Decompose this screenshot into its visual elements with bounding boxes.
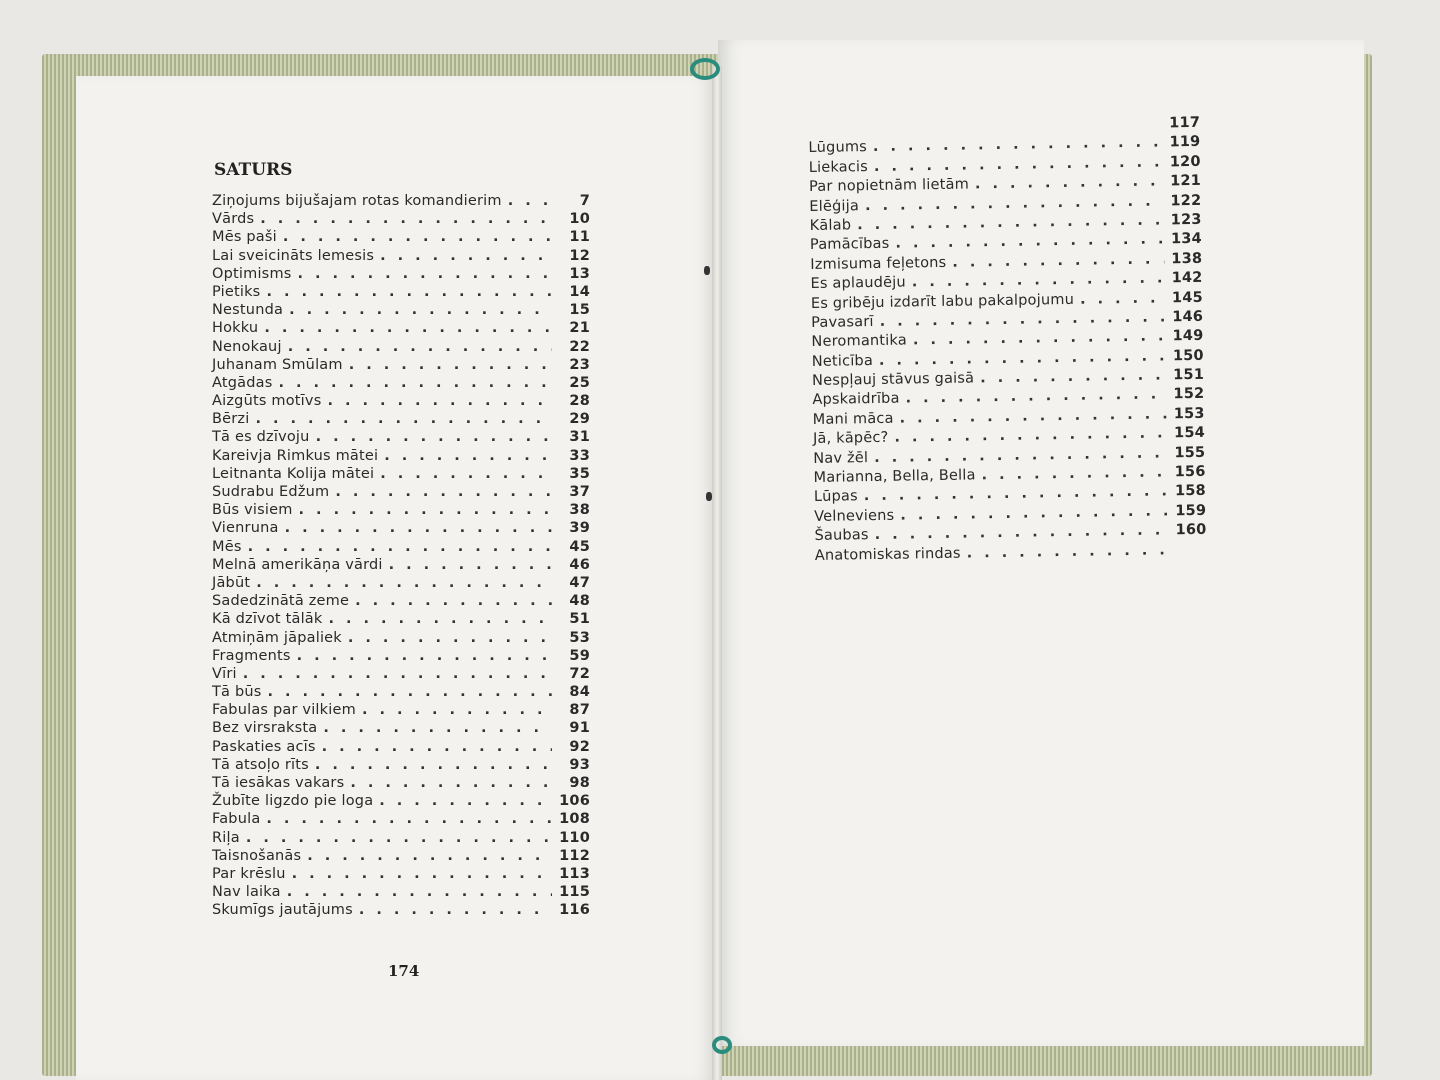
toc-entry-page: 28	[569, 393, 590, 410]
dot-leader	[264, 319, 552, 337]
toc-entry-title: Riļa	[212, 829, 240, 846]
dot-leader	[299, 501, 552, 519]
toc-entry-page: 151	[1173, 366, 1205, 384]
toc-entry-title: Melnā amerikāņa vārdi	[212, 556, 383, 573]
dot-leader	[246, 829, 552, 847]
ink-mark	[706, 492, 712, 501]
toc-entry-title: Ziņojums bijušajam rotas komandierim	[212, 193, 502, 209]
dot-leader	[283, 228, 552, 246]
toc-entry	[212, 356, 590, 374]
toc-entry-title: Liekacis	[808, 158, 869, 176]
toc-entry-title: Mani māca	[812, 410, 894, 428]
toc-entry	[212, 265, 590, 283]
toc-entry-page: 46	[569, 556, 590, 573]
toc-entry	[212, 829, 590, 847]
toc-entry-page: 53	[569, 629, 590, 646]
toc-entry-page: 33	[569, 447, 590, 464]
toc-entry-page: 15	[569, 302, 590, 319]
toc-entry-page: 119	[1169, 134, 1201, 151]
toc-entry	[212, 483, 590, 501]
toc-entry-title: Nav laika	[212, 884, 281, 901]
toc-entry	[212, 319, 590, 337]
toc-entry	[212, 701, 590, 719]
toc-entry-page: 149	[1172, 328, 1204, 345]
toc-entry-page: 117	[1169, 114, 1201, 132]
toc-entry-page	[1169, 553, 1207, 554]
dot-leader	[379, 792, 552, 810]
toc-entry-page: 138	[1171, 250, 1203, 268]
toc-entry-page: 145	[1171, 289, 1203, 306]
dot-leader	[1080, 289, 1165, 310]
toc-entry-title: Fabula	[212, 811, 261, 828]
toc-entry-page: 39	[569, 520, 590, 537]
toc-entry-page: 116	[559, 902, 590, 919]
toc-entry-title: Es gribēju izdarīt labu pakalpojumu	[810, 291, 1075, 312]
toc-entry-title: Jābūt	[212, 574, 251, 591]
dot-leader	[355, 592, 552, 610]
dot-leader	[359, 901, 552, 919]
dot-leader	[255, 410, 552, 428]
dot-leader	[323, 719, 552, 737]
toc-entry-title: Hokku	[212, 320, 259, 337]
toc-entry	[212, 610, 590, 628]
toc-list-left	[212, 192, 590, 920]
ink-mark	[704, 266, 710, 275]
toc-entry-page: 23	[569, 356, 590, 373]
toc-entry-title: Mēs	[212, 538, 242, 555]
toc-entry-title: Fragments	[212, 647, 291, 664]
toc-entry-page: 134	[1170, 231, 1203, 248]
dot-leader	[508, 192, 552, 210]
dot-leader	[316, 428, 552, 446]
dot-leader	[256, 574, 552, 592]
dot-leader	[389, 556, 552, 574]
dot-leader	[288, 338, 552, 356]
dot-leader	[285, 519, 552, 537]
toc-entry-page: 106	[559, 793, 590, 810]
toc-entry	[212, 756, 590, 774]
toc-entry	[212, 847, 590, 865]
toc-entry-page: 122	[1170, 192, 1202, 209]
toc-entry-page: 115	[559, 884, 590, 901]
toc-entry-title: Marianna, Bella, Bella	[813, 467, 976, 486]
toc-entry-title: Atmiņām jāpaliek	[212, 629, 342, 646]
toc-entry-title: Tā atsoļo rīts	[212, 756, 309, 773]
dot-leader	[298, 265, 552, 283]
toc-entry-page: 123	[1170, 211, 1202, 229]
toc-entry-title: Tā es dzīvoju	[212, 429, 310, 446]
dot-leader	[315, 756, 552, 774]
page-number: 174	[388, 962, 420, 980]
toc-entry-title: Pavasarī	[811, 313, 874, 331]
toc-entry-page: 11	[569, 229, 590, 246]
toc-entry	[212, 647, 590, 665]
toc-entry-page: 108	[559, 811, 590, 828]
toc-entry	[212, 392, 590, 410]
toc-entry	[212, 428, 590, 446]
toc-entry	[212, 865, 590, 883]
toc-entry	[212, 447, 590, 465]
toc-entry-title: Vīri	[212, 665, 237, 682]
toc-entry-title: Izmisuma feļetons	[810, 254, 947, 273]
toc-entry-title: Anatomiskas rindas	[814, 545, 961, 564]
toc-entry-page: 31	[569, 429, 590, 446]
toc-entry-title: Kālab	[809, 217, 852, 234]
toc-entry-page: 37	[569, 484, 590, 500]
toc-entry-page: 13	[569, 265, 590, 282]
dot-leader	[266, 810, 552, 828]
dot-leader	[348, 629, 552, 647]
dot-leader	[384, 447, 552, 465]
toc-entry-title: Bērzi	[212, 411, 250, 428]
toc-entry-page: 91	[569, 720, 590, 737]
toc-entry-title: Būs visiem	[212, 502, 293, 519]
toc-entry-title: Vārds	[212, 211, 255, 228]
toc-entry	[212, 792, 590, 810]
toc-entry-page: 47	[569, 574, 590, 591]
dot-leader	[380, 247, 552, 265]
toc-entry	[212, 901, 590, 919]
toc-entry-title: Kareivja Rimkus mātei	[212, 447, 379, 464]
toc-entry-page: 159	[1175, 502, 1207, 520]
toc-entry-title: Nav žēl	[813, 449, 869, 467]
toc-entry-title: Optimisms	[212, 265, 292, 282]
toc-entry-page: 35	[569, 465, 590, 482]
toc-entry-page: 155	[1174, 444, 1206, 461]
toc-entry-title: Velneviens	[814, 507, 895, 525]
toc-entry-page: 158	[1174, 483, 1207, 500]
toc-entry	[212, 629, 590, 647]
toc-entry-title: Tā būs	[212, 684, 262, 701]
toc-entry-page: 153	[1173, 405, 1205, 423]
dot-leader	[349, 356, 552, 374]
toc-entry	[212, 738, 590, 756]
toc-entry	[212, 556, 590, 574]
toc-entry-page: 22	[569, 338, 590, 355]
dot-leader	[307, 847, 552, 865]
toc-entry-page: 146	[1172, 308, 1204, 326]
dot-leader	[967, 541, 1169, 564]
toc-entry	[212, 519, 590, 537]
toc-entry	[212, 192, 590, 210]
toc-entry	[212, 301, 590, 319]
toc-entry-title: Lūgums	[808, 139, 868, 157]
toc-entry-title: Taisnošanās	[212, 847, 302, 864]
toc-entry-title: Kā dzīvot tālāk	[212, 611, 323, 628]
binding-thread-top	[690, 58, 720, 80]
toc-entry	[212, 574, 590, 592]
toc-entry-title: Bez virsraksta	[212, 720, 318, 737]
toc-entry-page: 150	[1172, 347, 1204, 364]
toc-entry-page: 98	[569, 775, 590, 791]
toc-entry-title: Par nopietnām lietām	[808, 176, 970, 196]
toc-entry	[212, 283, 590, 301]
toc-entry	[212, 338, 590, 356]
toc-entry-page: 87	[569, 702, 590, 719]
toc-entry-page: 113	[559, 865, 590, 882]
toc-entry-title: Es aplaudēju	[810, 274, 906, 293]
toc-entry-title: Šaubas	[814, 527, 869, 545]
toc-entry	[212, 374, 590, 392]
toc-entry-title: Apskaidrība	[812, 391, 900, 409]
toc-entry-title: Juhanam Smūlam	[212, 356, 343, 373]
toc-entry-page: 112	[559, 847, 590, 864]
toc-entry-page: 84	[569, 684, 590, 701]
toc-entry-title: Nestunda	[212, 302, 284, 319]
toc-entry-page: 38	[569, 502, 590, 519]
toc-entry-title: Lai sveicināts lemesis	[212, 247, 375, 264]
toc-entry-page: 93	[569, 756, 590, 773]
dot-leader	[243, 665, 552, 683]
toc-entry-page: 10	[569, 211, 590, 228]
toc-entry	[212, 501, 590, 519]
toc-entry-title: Lūpas	[813, 488, 858, 506]
toc-entry-title: Vienruna	[212, 520, 279, 537]
toc-entry-page: 48	[569, 593, 590, 610]
toc-entry-title: Sudrabu Edžum	[212, 484, 330, 500]
toc-entry-page: 21	[569, 320, 590, 337]
toc-entry-page: 160	[1175, 521, 1207, 539]
dot-leader	[260, 210, 552, 228]
toc-entry-title: Pamācības	[809, 236, 890, 254]
toc-entry-page: 45	[569, 538, 590, 555]
toc-entry-title: Neromantika	[811, 332, 908, 351]
dot-leader	[335, 483, 552, 501]
dot-leader	[350, 774, 552, 792]
dot-leader	[327, 392, 552, 410]
dot-leader	[289, 301, 552, 319]
toc-entry-title: Skumīgs jautājums	[212, 902, 353, 919]
toc-entry-page: 120	[1169, 153, 1201, 171]
book-gutter	[712, 66, 722, 1080]
dot-leader	[814, 127, 1162, 132]
toc-entry-title: Nespļauj stāvus gaisā	[811, 370, 975, 390]
toc-entry-page: 142	[1171, 269, 1203, 287]
toc-entry-title: Tā iesākas vakars	[212, 775, 345, 791]
toc-entry-title: Aizgūts motīvs	[212, 393, 322, 410]
dot-leader	[380, 465, 552, 483]
dot-leader	[266, 283, 552, 301]
toc-entry-page: 152	[1173, 386, 1205, 403]
toc-entry-page: 12	[569, 247, 590, 264]
toc-entry	[212, 774, 590, 792]
dot-leader	[297, 647, 552, 665]
toc-entry-page: 154	[1173, 425, 1206, 442]
toc-entry	[212, 247, 590, 265]
toc-entry-title: Jā, kāpēc?	[812, 430, 889, 448]
toc-entry	[212, 465, 590, 483]
toc-entry-title: Par krēslu	[212, 865, 286, 882]
toc-entry-page: 121	[1170, 173, 1202, 190]
toc-entry	[212, 592, 590, 610]
toc-entry	[212, 810, 590, 828]
toc-entry-title: Leitnanta Kolija mātei	[212, 465, 375, 482]
toc-list-right	[808, 114, 1207, 566]
toc-entry-title: Fabulas par vilkiem	[212, 702, 356, 719]
toc-entry	[212, 228, 590, 246]
dot-leader	[322, 738, 552, 756]
toc-entry-title: Atgādas	[212, 374, 273, 391]
toc-entry-title: Sadedzinātā zeme	[212, 593, 350, 610]
toc-entry-page: 92	[569, 738, 590, 755]
toc-entry-page: 156	[1174, 463, 1206, 481]
toc-entry	[212, 719, 590, 737]
toc-entry-page: 110	[559, 829, 590, 846]
toc-entry-page: 29	[569, 411, 590, 428]
dot-leader	[268, 683, 552, 701]
dot-leader	[362, 701, 552, 719]
toc-entry-title: Nenokauj	[212, 338, 282, 355]
dot-leader	[292, 865, 552, 883]
toc-heading: SATURS	[214, 160, 293, 180]
toc-entry	[212, 538, 590, 556]
toc-entry-title: Pietiks	[212, 283, 261, 300]
toc-entry-title: Elēģija	[809, 197, 860, 215]
dot-leader	[278, 374, 552, 392]
toc-entry	[212, 883, 590, 901]
toc-entry	[212, 665, 590, 683]
toc-entry-title: Paskaties acīs	[212, 738, 316, 755]
toc-entry-page: 25	[569, 374, 590, 391]
toc-entry-title: Neticība	[811, 352, 874, 370]
dot-leader	[248, 538, 552, 556]
toc-entry-page: 14	[569, 283, 590, 300]
dot-leader	[287, 883, 552, 901]
toc-entry-title: Mēs paši	[212, 229, 277, 246]
toc-entry	[212, 410, 590, 428]
toc-entry-page: 59	[569, 647, 590, 664]
toc-entry-page: 72	[569, 665, 590, 682]
toc-entry	[212, 683, 590, 701]
toc-entry-page: 51	[569, 611, 590, 628]
dot-leader	[328, 610, 552, 628]
toc-entry-title: Žubīte ligzdo pie loga	[212, 793, 374, 810]
binding-thread-bottom	[712, 1036, 732, 1054]
toc-entry	[212, 210, 590, 228]
toc-entry-page: 7	[579, 193, 590, 209]
